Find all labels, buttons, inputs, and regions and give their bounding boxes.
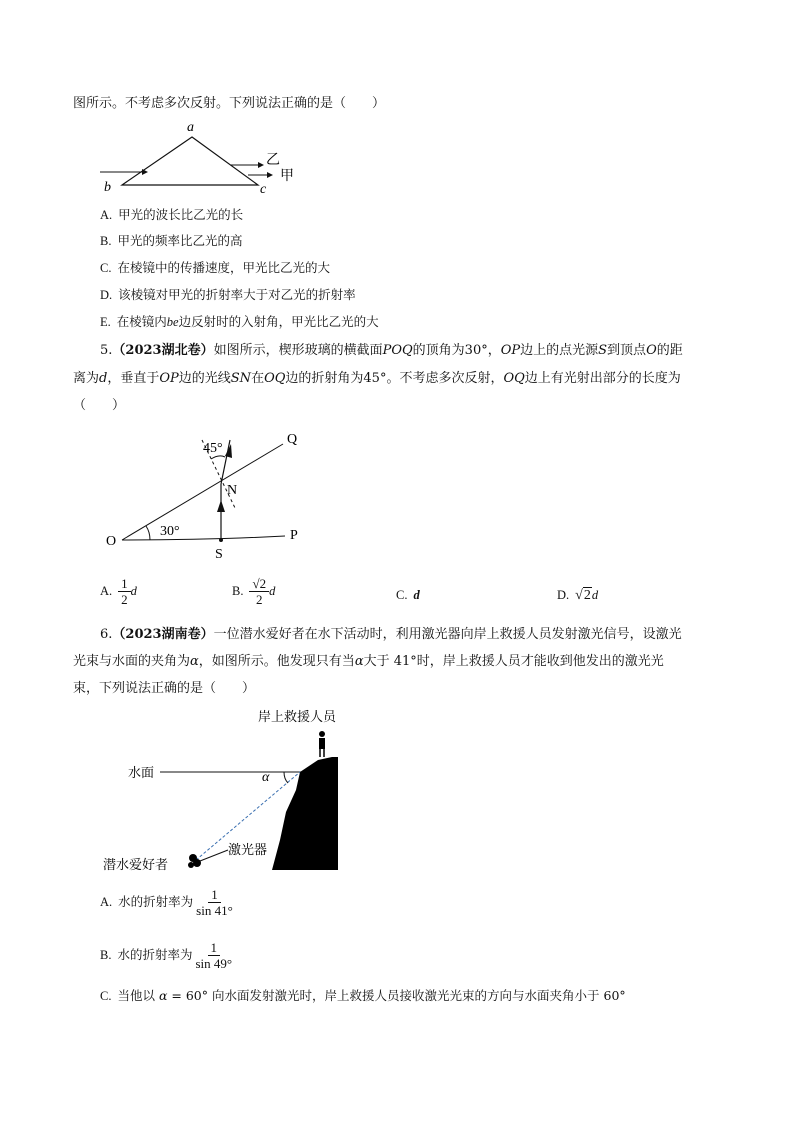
- label-laser: 激光器: [228, 843, 268, 858]
- label-30: 30°: [160, 524, 180, 539]
- vertex-a: a: [187, 120, 194, 135]
- label-q: Q: [287, 432, 298, 447]
- label-yi: 乙: [266, 152, 280, 168]
- label-p: P: [290, 528, 298, 543]
- label-45: 45°: [203, 441, 223, 456]
- cliff-shape: [272, 757, 338, 870]
- vertex-b: b: [104, 180, 111, 195]
- q5-option-b[interactable]: B. $\frac{√2}{2}$ d: [232, 576, 276, 607]
- q6-line-3: 束，下列说法正确的是（ ）: [73, 681, 256, 696]
- q5-line-2: 离为d，垂直于OP边的光线SN在OQ边的折射角为45°。不考虑多次反射，OQ边上有光射出部分的长度为: [73, 371, 681, 386]
- diver-icon: [188, 854, 201, 868]
- q6-option-a[interactable]: A. 水的折射率为 $\frac{1}{\sin 41^\circ}$: [100, 887, 233, 918]
- q4-option-d[interactable]: D. 该棱镜对甲光的折射率大于对乙光的折射率: [100, 287, 356, 302]
- q5-option-d[interactable]: D. √2d: [557, 588, 599, 603]
- q4-option-b[interactable]: B. 甲光的频率比乙光的高: [100, 233, 243, 248]
- label-diver: 潜水爱好者: [103, 858, 169, 873]
- rescuer-icon: [319, 731, 325, 757]
- label-jia: 甲: [280, 168, 294, 184]
- q6-line-2: 光束与水面的夹角为α，如图所示。他发现只有当α大于 41°时，岸上救援人员才能收到他发出的激光光: [73, 654, 664, 669]
- label-alpha: α: [262, 770, 270, 785]
- q5-option-a[interactable]: A. $\frac{1}{2}$ d: [100, 576, 137, 607]
- q6-option-b[interactable]: B. 水的折射率为 $\frac{1}{\sin 49^\circ}$: [100, 940, 233, 971]
- label-water: 水面: [128, 766, 155, 781]
- q5-line-1: 5.（2023湖北卷）如图所示，楔形玻璃的横截面POQ的顶角为30°，OP边上的点光源S到顶点O的距: [100, 343, 683, 358]
- q5-line-3: （ ）: [73, 398, 126, 413]
- q4-option-a[interactable]: A. 甲光的波长比乙光的长: [100, 207, 244, 222]
- q4-intro: 图所示。不考虑多次反射。下列说法正确的是（ ）: [73, 96, 386, 111]
- q6-line-1: 6.（2023湖南卷）一位潜水爱好者在水下活动时，利用激光器向岸上救援人员发射激光信号，设激光: [100, 627, 682, 642]
- label-s: S: [215, 547, 223, 562]
- label-rescuer: 岸上救援人员: [258, 710, 337, 725]
- laser-pointer: [200, 850, 228, 861]
- label-n: N: [227, 483, 238, 498]
- alpha-arc: [284, 772, 288, 783]
- q5-option-c[interactable]: C. d: [396, 588, 420, 602]
- q6-option-c[interactable]: C. 当他以 α = 60° 向水面发射激光时，岸上救援人员接收激光光束的方向与水面夹角小于 60°: [100, 988, 626, 1003]
- q4-option-c[interactable]: C. 在棱镜中的传播速度，甲光比乙光的大: [100, 260, 330, 275]
- q4-option-e[interactable]: E. 在棱镜内be边反射时的入射角，甲光比乙光的大: [100, 314, 379, 329]
- vertex-c: c: [260, 182, 267, 197]
- label-o: O: [106, 534, 117, 549]
